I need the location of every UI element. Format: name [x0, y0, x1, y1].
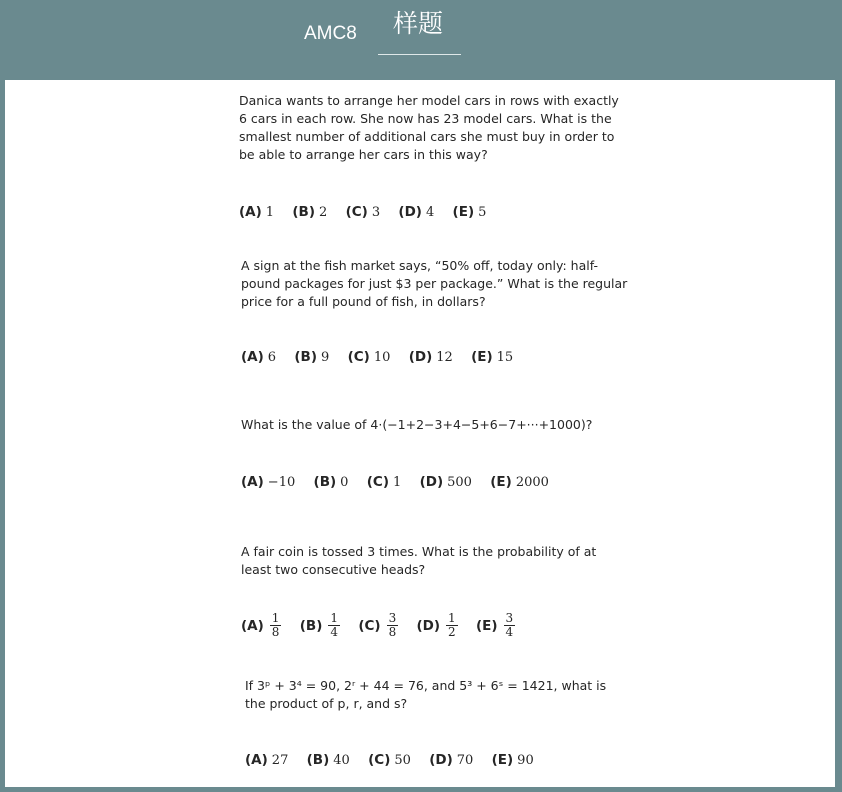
- question-line: If 3ᵖ + 3⁴ = 90, 2ʳ + 44 = 76, and 5³ + 6ˢ = 1421, what is: [245, 678, 607, 693]
- question-1-text: [239, 92, 619, 164]
- choice-c: (C) 50: [368, 752, 411, 768]
- question-2-text: [241, 257, 627, 311]
- choice-d: (D) 12: [408, 349, 453, 365]
- choice-b: (B) 9: [294, 349, 330, 365]
- question-line: smallest number of additional cars she must buy in order to: [239, 129, 615, 144]
- question-line: the product of p, r, and s?: [245, 696, 408, 711]
- question-line: price for a full pound of fish, in dollars?: [241, 294, 486, 309]
- fraction: $\frac{3}{8}$: [388, 611, 397, 639]
- choice-c: (C) $\frac{3}{8}$: [358, 611, 397, 639]
- fraction: $\frac{3}{4}$: [505, 611, 514, 639]
- question-2-choices: [241, 349, 527, 365]
- choice-c: (C) 1: [366, 474, 402, 490]
- choice-a: (A) −10: [241, 474, 296, 490]
- question-line: least two consecutive heads?: [241, 562, 426, 577]
- question-4-choices: [241, 612, 529, 639]
- brand-label: AMC8: [304, 23, 357, 44]
- question-3-choices: [241, 474, 563, 490]
- question-line: 6 cars in each row. She now has 23 model cars. What is the: [239, 111, 612, 126]
- choice-d: (D) 4: [398, 204, 435, 220]
- choice-e: (E) $\frac{3}{4}$: [475, 611, 514, 639]
- question-line: A sign at the fish market says, “50% off, today only: half-: [241, 258, 598, 273]
- question-line: be able to arrange her cars in this way?: [239, 147, 488, 162]
- choice-b: (B) $\frac{1}{4}$: [299, 611, 339, 639]
- question-3-text: [241, 416, 592, 434]
- choice-a: (A) 27: [245, 752, 289, 768]
- choice-e: (E) 5: [452, 204, 487, 220]
- choice-a: (A) 6: [241, 349, 277, 365]
- choice-a: (A) $\frac{1}{8}$: [241, 611, 280, 639]
- page-title: 样题: [393, 9, 444, 38]
- choice-c: (C) 10: [347, 349, 391, 365]
- choice-e: (E) 15: [471, 349, 514, 365]
- choice-b: (B) 0: [313, 474, 349, 490]
- question-5-choices: [245, 752, 548, 768]
- choice-e: (E) 2000: [490, 474, 549, 490]
- fraction: $\frac{1}{4}$: [330, 611, 339, 639]
- question-1-choices: [239, 204, 500, 220]
- question-line: Danica wants to arrange her model cars in rows with exactly: [239, 93, 619, 108]
- header-bar: [0, 0, 842, 78]
- choice-a: (A) 1: [239, 204, 275, 220]
- fraction: $\frac{1}{8}$: [271, 611, 280, 639]
- choice-d: (D) $\frac{1}{2}$: [416, 611, 456, 639]
- choice-b: (B) 2: [292, 204, 328, 220]
- question-4-text: [241, 543, 596, 579]
- choice-c: (C) 3: [345, 204, 381, 220]
- question-line: pound packages for just $3 per package.” What is the regular: [241, 276, 628, 291]
- title-underline: [378, 54, 461, 55]
- question-line: What is the value of 4·(−1+2−3+4−5+6−7+···+1000)?: [241, 417, 593, 432]
- choice-e: (E) 90: [491, 752, 534, 768]
- document-page: [5, 80, 835, 787]
- fraction: $\frac{1}{2}$: [448, 611, 456, 639]
- choice-d: (D) 70: [429, 752, 474, 768]
- choice-d: (D) 500: [419, 474, 472, 490]
- choice-b: (B) 40: [306, 752, 350, 768]
- question-line: A fair coin is tossed 3 times. What is the probability of at: [241, 544, 597, 559]
- question-5-text: [245, 677, 606, 713]
